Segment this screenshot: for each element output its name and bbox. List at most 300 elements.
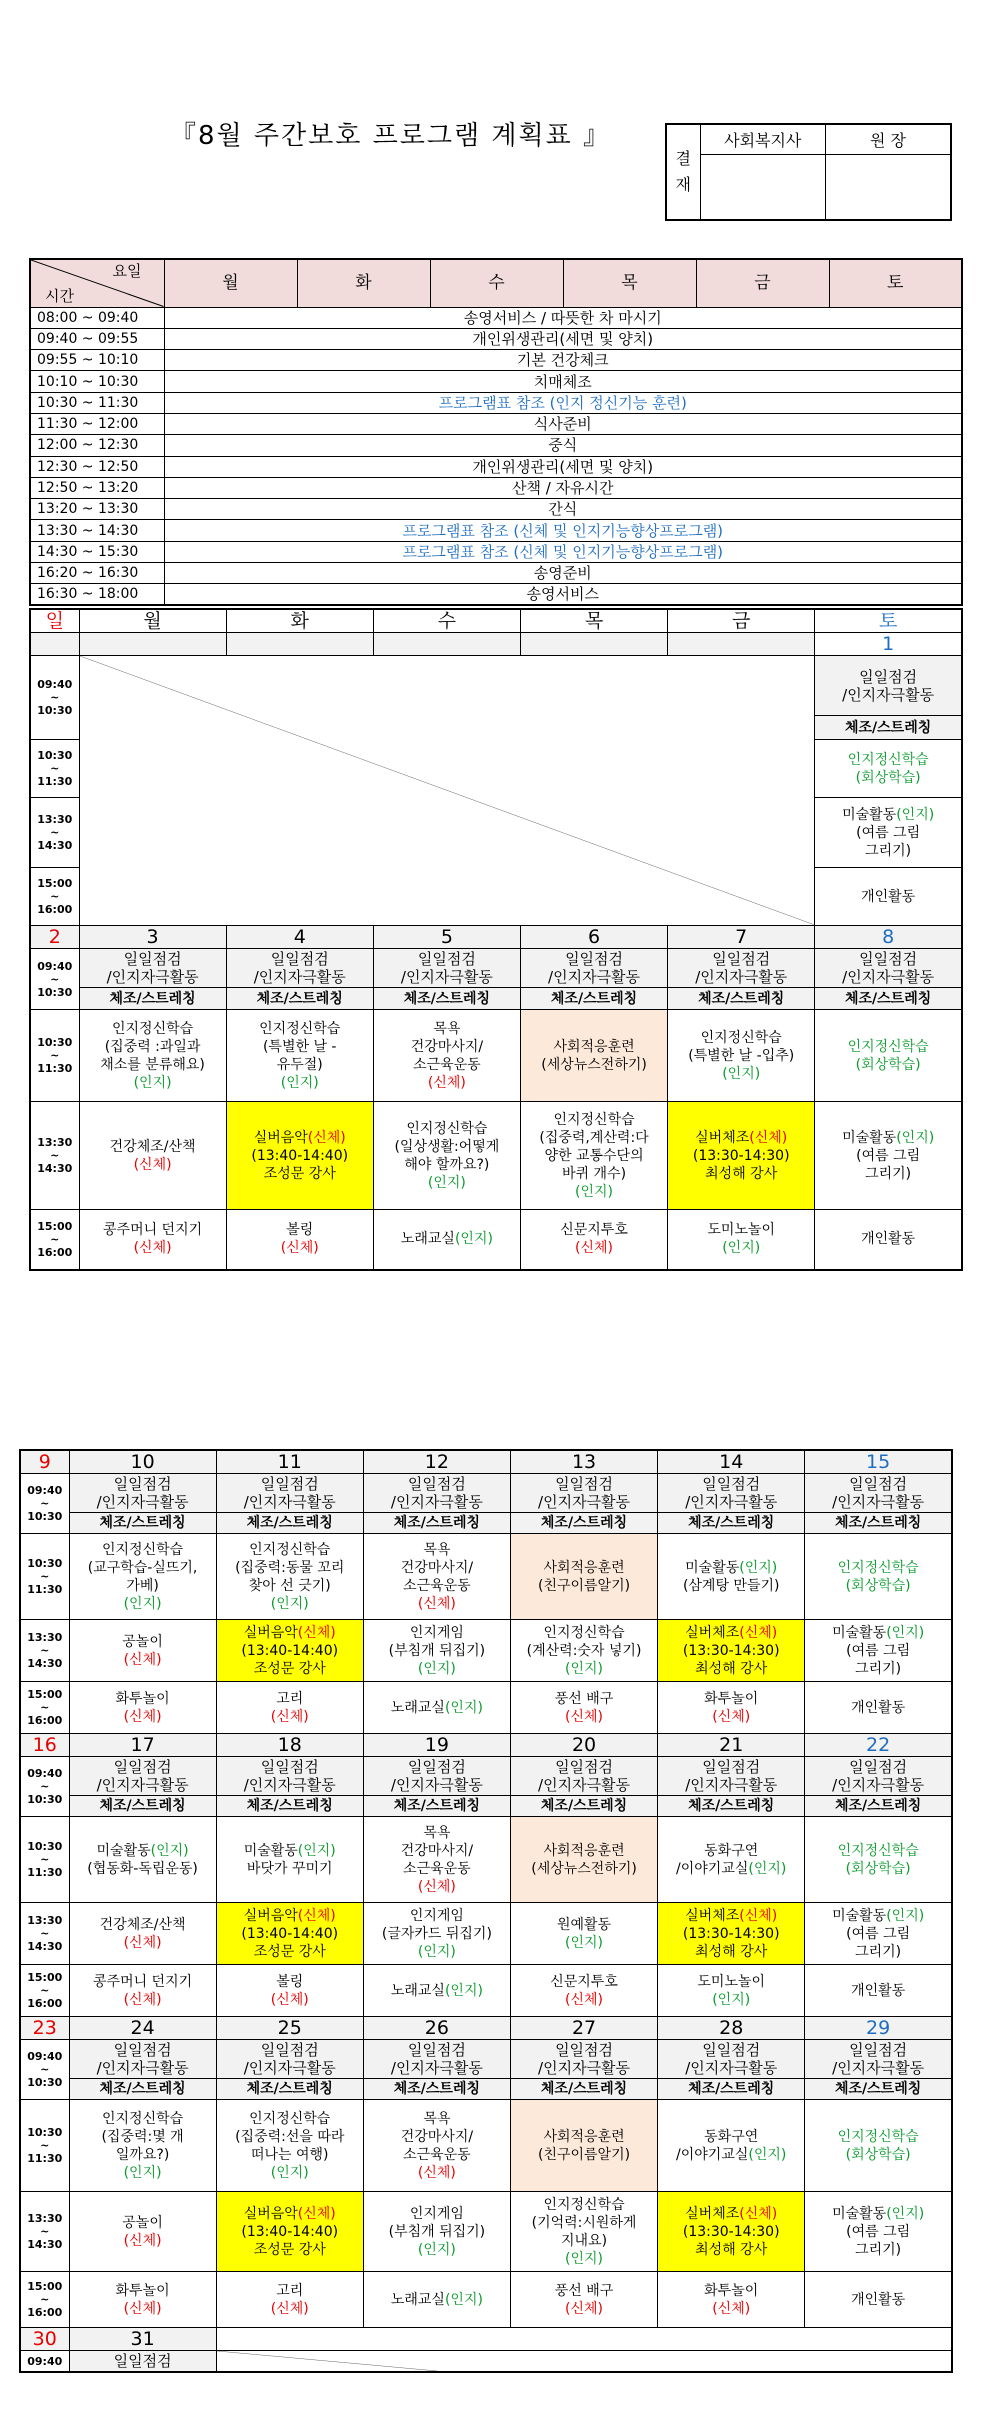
time-slot-label: 10:30 ~ 11:30	[20, 2100, 69, 2192]
activity-cell	[815, 868, 962, 926]
activity-line: 개인활동	[861, 888, 916, 905]
activity-line: 바퀴 개수)	[562, 1165, 627, 1182]
activity-line: (친구이름알기)	[538, 1577, 631, 1594]
activity-cell	[815, 1010, 962, 1102]
stretching-cell: 체조/스트레칭	[363, 1796, 510, 1817]
activity-line: 인지정신학습	[543, 2196, 625, 2213]
activity-cell	[216, 1903, 363, 1965]
activity-line: 유두절)	[276, 1056, 323, 1073]
activity-line: 그리기)	[855, 1660, 902, 1677]
activity-line: 신문지투호	[550, 1973, 618, 1990]
activity-line: (글자카드 뒤집기)	[381, 1925, 492, 1942]
calendar-part1	[29, 608, 963, 1271]
activity-line: (신체)	[123, 1991, 162, 2008]
activity-line: 미술활동(인지)	[842, 1129, 935, 1146]
activity-line: (13:40-14:40)	[241, 2223, 339, 2240]
day-number: 8	[815, 926, 962, 949]
activity-line: 노래교실(인지)	[390, 1699, 483, 1716]
activity-line: 고리	[276, 2282, 304, 2299]
daily-check-cell: 일일점검 /인지자극활동	[510, 1474, 657, 1513]
daily-check-cell: 일일점검 /인지자극활동	[510, 2040, 657, 2079]
activity-line: 화투놀이	[115, 2282, 170, 2299]
activity-line: (특별한 날 -	[262, 1038, 337, 1055]
activity-line: (집중력:동물 꼬리	[235, 1559, 345, 1576]
activity-line: (13:30-14:30)	[682, 1925, 780, 1942]
activity-line: 건강마사지/	[400, 2128, 474, 2145]
activity-cell	[815, 740, 962, 798]
activity-line: 미술활동(인지)	[832, 1624, 925, 1641]
schedule-row	[30, 456, 962, 477]
day-number: 15	[805, 1450, 952, 1474]
activity-line: 고리	[276, 1690, 304, 1707]
activity-line: (신체)	[270, 1708, 309, 1725]
time-slot-label: 13:30 ~ 14:30	[30, 1102, 79, 1210]
day-header-thu: 목	[563, 259, 696, 307]
schedule-row	[30, 371, 962, 392]
daily-check-cell: 일일점검 /인지자극활동	[216, 1757, 363, 1796]
activity-line: (신체)	[133, 1240, 172, 1257]
schedule-time: 16:30 ~ 18:00	[30, 584, 164, 605]
activity-line: (인지)	[575, 1183, 614, 1200]
page-title: 『8월 주간보호 프로그램 계획표 』	[170, 121, 611, 151]
weekday-header: 목	[520, 609, 667, 633]
activity-line: 공놀이	[122, 2214, 163, 2231]
day-number: 1	[815, 633, 962, 656]
day-number: 17	[69, 1734, 216, 1757]
daily-check-cell: 일일점검 /인지자극활동	[363, 1757, 510, 1796]
day-number: 24	[69, 2017, 216, 2040]
activity-line: 인지정신학습	[543, 1624, 625, 1641]
time-slot-label: 09:40 ~ 10:30	[20, 1474, 69, 1534]
activity-cell	[805, 1620, 952, 1682]
activity-line: 사회적응훈련	[553, 1038, 635, 1055]
empty-week-cell	[216, 2328, 952, 2351]
day-number: 5	[373, 926, 520, 949]
activity-line: (일상생활:어떻게	[394, 1138, 500, 1155]
activity-line: 목욕	[433, 1020, 461, 1037]
stretching-cell: 체조/스트레칭	[373, 988, 520, 1010]
activity-line: 콩주머니 던지기	[103, 1222, 203, 1239]
activity-line: 조성문 강사	[263, 1165, 336, 1182]
weekday-header: 화	[226, 609, 373, 633]
schedule-time: 13:20 ~ 13:30	[30, 499, 164, 520]
activity-cell	[815, 1102, 962, 1210]
activity-line: (부침개 뒤집기)	[388, 1642, 486, 1659]
activity-cell	[69, 1965, 216, 2017]
daily-check-cell: 일일점검 /인지자극활동	[805, 1474, 952, 1513]
stretching-cell: 체조/스트레칭	[510, 2079, 657, 2100]
activity-cell	[216, 1965, 363, 2017]
activity-cell	[363, 1682, 510, 1734]
activity-line: 볼링	[276, 1973, 304, 1990]
activity-line: 지내요)	[561, 2232, 608, 2249]
activity-line: 인지정신학습	[700, 1029, 782, 1046]
day-number: 4	[226, 926, 373, 949]
activity-line: 그리기)	[855, 2241, 902, 2258]
activity-line: 미술활동(인지)	[685, 1559, 778, 1576]
activity-cell	[658, 2100, 805, 2192]
calendar-part2	[19, 1449, 953, 2373]
stretching-cell: 체조/스트레칭	[69, 1513, 216, 1534]
activity-line: 사회적응훈련	[543, 2128, 625, 2145]
day-number: 16	[20, 1734, 69, 1757]
activity-cell	[668, 1102, 815, 1210]
daily-check-cell: 일일점검 /인지자극활동	[658, 2040, 805, 2079]
activity-line: 공놀이	[122, 1633, 163, 1650]
activity-line: (세상뉴스전하기)	[541, 1056, 647, 1073]
activity-line: (신체)	[427, 1074, 466, 1091]
empty-week-cell	[79, 656, 815, 926]
activity-line: (회상학습)	[845, 1577, 911, 1594]
activity-cell	[510, 1682, 657, 1734]
activity-line: 인지정신학습	[837, 1559, 919, 1576]
activity-line: (집중력 :과일과	[104, 1038, 201, 1055]
activity-cell	[69, 2100, 216, 2192]
activity-line: (신체)	[417, 2164, 456, 2181]
activity-cell	[216, 2192, 363, 2272]
activity-line: 화투놀이	[704, 1690, 759, 1707]
activity-line: (인지)	[417, 1943, 456, 1960]
activity-line: 조성문 강사	[253, 1943, 326, 1960]
activity-cell	[805, 1903, 952, 1965]
activity-line: 목욕	[423, 1824, 451, 1841]
activity-line: 신문지투호	[560, 1222, 628, 1239]
activity-line: 인지게임	[409, 1624, 464, 1641]
approval-box	[665, 123, 952, 221]
activity-line: 화투놀이	[115, 1690, 170, 1707]
schedule-time: 16:20 ~ 16:30	[30, 563, 164, 584]
daily-check-cell: 일일점검 /인지자극활동	[363, 1474, 510, 1513]
activity-cell	[658, 1817, 805, 1903]
activity-line: (13:30-14:30)	[692, 1147, 790, 1164]
activity-line: (인지)	[270, 2164, 309, 2181]
day-number: 11	[216, 1450, 363, 1474]
day-number: 26	[363, 2017, 510, 2040]
daily-check-cell: 일일점검 /인지자극활동	[815, 949, 962, 988]
activity-line: (신체)	[123, 1934, 162, 1951]
activity-line: (집중력,계산력:다	[539, 1129, 649, 1146]
activity-line: (신체)	[565, 1708, 604, 1725]
activity-line: 인지정신학습	[102, 2110, 184, 2127]
stretching-cell: 체조/스트레칭	[216, 2079, 363, 2100]
activity-line: 화투놀이	[704, 2282, 759, 2299]
activity-cell	[520, 1102, 667, 1210]
activity-cell	[216, 2100, 363, 2192]
day-number: 2	[30, 926, 79, 949]
daily-check-cell: 일일점검 /인지자극활동	[805, 2040, 952, 2079]
activity-line: 도미노놀이	[697, 1973, 766, 1990]
activity-line: 일까요?)	[115, 2146, 170, 2163]
activity-cell	[510, 1817, 657, 1903]
schedule-time: 11:30 ~ 12:00	[30, 413, 164, 434]
activity-line: (인지)	[417, 2241, 456, 2258]
schedule-row	[30, 520, 962, 541]
activity-line: 소근육운동	[403, 2146, 471, 2163]
schedule-time: 12:00 ~ 12:30	[30, 435, 164, 456]
activity-line: (신체)	[417, 1595, 456, 1612]
activity-line: 건강체조/산책	[109, 1138, 196, 1155]
activity-line: 인지정신학습	[837, 2128, 919, 2145]
activity-line: (인지)	[722, 1065, 761, 1082]
activity-line: 가베)	[126, 1577, 159, 1594]
schedule-activity: 송영서비스 / 따뜻한 차 마시기	[164, 307, 962, 328]
day-number: 13	[510, 1450, 657, 1474]
activity-line: (협동화-독립운동)	[87, 1860, 198, 1877]
time-slot-label: 15:00 ~ 16:00	[30, 1210, 79, 1270]
activity-cell	[510, 2192, 657, 2272]
activity-line: 풍선 배구	[554, 1690, 614, 1707]
daily-check-cell: 일일점검 /인지자극활동	[815, 656, 962, 716]
schedule-activity: 프로그램표 참조 (신체 및 인지기능향상프로그램)	[164, 520, 962, 541]
day-number: 28	[658, 2017, 805, 2040]
activity-line: 개인활동	[851, 1699, 906, 1716]
schedule-row	[30, 584, 962, 605]
empty-day	[226, 633, 373, 656]
activity-line: (여름 그림	[856, 824, 921, 841]
activity-line: 건강마사지/	[410, 1038, 484, 1055]
activity-line: (신체)	[712, 1708, 751, 1725]
time-slot-label: 10:30 ~ 11:30	[20, 1534, 69, 1620]
day-number: 22	[805, 1734, 952, 1757]
activity-cell	[69, 1817, 216, 1903]
activity-line: (세상뉴스전하기)	[531, 1860, 637, 1877]
stretching-cell: 체조/스트레칭	[658, 1513, 805, 1534]
activity-cell	[658, 1682, 805, 1734]
day-number: 27	[510, 2017, 657, 2040]
time-slot-label: 10:30 ~ 11:30	[30, 740, 79, 798]
activity-cell	[226, 1010, 373, 1102]
activity-line: 미술활동(인지)	[96, 1842, 189, 1859]
activity-line: (13:40-14:40)	[251, 1147, 349, 1164]
activity-cell	[510, 1965, 657, 2017]
day-header-fri: 금	[696, 259, 829, 307]
activity-line: (교구학습-실뜨기,	[87, 1559, 198, 1576]
activity-line: 실버음악(신체)	[253, 1129, 346, 1146]
time-slot-label: 09:40	[20, 2351, 69, 2373]
empty-day	[373, 633, 520, 656]
approval-sign-social-worker	[700, 154, 826, 220]
activity-line: 최성해 강사	[695, 1943, 768, 1960]
daily-check-cell: 일일점검 /인지자극활동	[216, 1474, 363, 1513]
activity-line: 동화구연	[704, 1842, 759, 1859]
activity-line: 건강마사지/	[400, 1559, 474, 1576]
day-number: 12	[363, 1450, 510, 1474]
stretching-cell: 체조/스트레칭	[69, 1796, 216, 1817]
daily-schedule-table	[29, 258, 963, 606]
activity-line: (삼계탕 만들기)	[682, 1577, 780, 1594]
stretching-cell: 체조/스트레칭	[226, 988, 373, 1010]
activity-line: (여름 그림	[856, 1147, 921, 1164]
time-slot-label: 09:40 ~ 10:30	[30, 949, 79, 1010]
schedule-time: 13:30 ~ 14:30	[30, 520, 164, 541]
activity-line: (여름 그림	[846, 1642, 911, 1659]
stretching-cell: 체조/스트레칭	[805, 2079, 952, 2100]
activity-line: /이야기교실(인지)	[676, 1860, 787, 1877]
activity-cell	[510, 1620, 657, 1682]
time-slot-label: 13:30 ~ 14:30	[20, 1620, 69, 1682]
activity-line: (신체)	[575, 1240, 614, 1257]
time-slot-label: 10:30 ~ 11:30	[20, 1817, 69, 1903]
activity-line: 미술활동(인지)	[243, 1842, 336, 1859]
day-header-mon: 월	[164, 259, 297, 307]
activity-cell	[363, 1965, 510, 2017]
activity-line: 인지정신학습	[259, 1020, 341, 1037]
activity-line: 소근육운동	[403, 1577, 471, 1594]
activity-cell	[216, 1817, 363, 1903]
stretching-cell: 체조/스트레칭	[805, 1513, 952, 1534]
time-slot-label: 15:00 ~ 16:00	[20, 2272, 69, 2328]
schedule-activity: 개인위생관리(세면 및 양치)	[164, 328, 962, 349]
activity-cell	[805, 1682, 952, 1734]
activity-cell	[805, 1534, 952, 1620]
activity-line: 바닷가 꾸미기	[246, 1860, 333, 1877]
schedule-activity: 산책 / 자유시간	[164, 477, 962, 498]
activity-cell	[658, 1534, 805, 1620]
activity-cell	[805, 2192, 952, 2272]
activity-line: 실버음악(신체)	[243, 2205, 336, 2222]
stretching-cell: 체조/스트레칭	[658, 1796, 805, 1817]
daily-check-cell: 일일점검 /인지자극활동	[69, 2040, 216, 2079]
activity-cell	[363, 1620, 510, 1682]
activity-line: 건강체조/산책	[99, 1916, 186, 1933]
activity-cell	[79, 1210, 226, 1270]
schedule-activity: 치매체조	[164, 371, 962, 392]
time-slot-label: 15:00 ~ 16:00	[30, 868, 79, 926]
activity-line: (인지)	[123, 1595, 162, 1612]
activity-line: (인지)	[133, 1074, 172, 1091]
schedule-row	[30, 350, 962, 371]
activity-cell	[216, 2272, 363, 2328]
stretching-cell: 체조/스트레칭	[216, 1796, 363, 1817]
schedule-activity: 송영서비스	[164, 584, 962, 605]
activity-cell	[363, 1817, 510, 1903]
stretching-cell: 체조/스트레칭	[363, 1513, 510, 1534]
day-number: 9	[20, 1450, 69, 1474]
activity-line: (집중력:선을 따라	[235, 2128, 345, 2145]
activity-line: (13:40-14:40)	[241, 1925, 339, 1942]
activity-line: 사회적응훈련	[543, 1559, 625, 1576]
daily-check-cell: 일일점검 /인지자극활동	[69, 1474, 216, 1513]
activity-line: (인지)	[417, 1660, 456, 1677]
activity-cell	[373, 1210, 520, 1270]
stretching-cell: 체조/스트레칭	[69, 2079, 216, 2100]
time-slot-label: 13:30 ~ 14:30	[20, 1903, 69, 1965]
time-slot-label: 15:00 ~ 16:00	[20, 1682, 69, 1734]
activity-line: 인지정신학습	[847, 751, 929, 768]
stretching-cell: 체조/스트레칭	[815, 988, 962, 1010]
schedule-activity: 중식	[164, 435, 962, 456]
activity-line: (신체)	[123, 2232, 162, 2249]
activity-line: 실버음악(신체)	[243, 1624, 336, 1641]
schedule-activity: 간식	[164, 499, 962, 520]
activity-cell	[510, 1534, 657, 1620]
activity-line: (부침개 뒤집기)	[388, 2223, 486, 2240]
activity-line: (인지)	[722, 1240, 761, 1257]
activity-line: 인지정신학습	[249, 2110, 331, 2127]
activity-cell	[658, 1965, 805, 2017]
activity-line: 미술활동(인지)	[832, 1907, 925, 1924]
activity-cell	[658, 1903, 805, 1965]
activity-line: 해야 할까요?)	[404, 1156, 490, 1173]
schedule-row	[30, 541, 962, 562]
day-number: 21	[658, 1734, 805, 1757]
activity-line: 콩주머니 던지기	[93, 1973, 193, 1990]
weekday-header: 금	[668, 609, 815, 633]
activity-cell	[226, 1102, 373, 1210]
time-slot-label: 13:30 ~ 14:30	[20, 2192, 69, 2272]
activity-line: 미술활동(인지)	[842, 806, 935, 823]
empty-day	[30, 633, 79, 656]
schedule-activity: 기본 건강체크	[164, 350, 962, 371]
day-header-tue: 화	[297, 259, 430, 307]
activity-line: (인지)	[565, 1934, 604, 1951]
activity-line: (집중력:몇 개	[101, 2128, 184, 2145]
activity-line: (신체)	[123, 2300, 162, 2317]
activity-cell	[510, 1903, 657, 1965]
activity-line: (기억력:시원하게	[531, 2214, 637, 2231]
daily-check-cell: 일일점검 /인지자극활동	[79, 949, 226, 988]
activity-line: 그리기)	[865, 1165, 912, 1182]
day-number: 10	[69, 1450, 216, 1474]
activity-cell	[363, 2192, 510, 2272]
activity-line: 개인활동	[861, 1231, 916, 1248]
activity-cell	[69, 1682, 216, 1734]
schedule-row	[30, 413, 962, 434]
schedule-activity: 식사준비	[164, 413, 962, 434]
activity-line: (인지)	[123, 2164, 162, 2181]
day-number: 31	[69, 2328, 216, 2351]
activity-line: (인지)	[270, 1595, 309, 1612]
schedule-time: 12:50 ~ 13:20	[30, 477, 164, 498]
activity-line: (신체)	[565, 2300, 604, 2317]
activity-line: 목욕	[423, 1541, 451, 1558]
daily-check-cell: 일일점검 /인지자극활동	[520, 949, 667, 988]
activity-line: (신체)	[123, 1708, 162, 1725]
stretching-cell: 체조/스트레칭	[79, 988, 226, 1010]
activity-line: 원예활동	[556, 1916, 612, 1933]
activity-line: 실버체조(신체)	[685, 1624, 778, 1641]
activity-cell	[363, 2100, 510, 2192]
activity-cell	[510, 2272, 657, 2328]
weekday-header: 토	[815, 609, 962, 633]
activity-line: 노래교실(인지)	[390, 2291, 483, 2308]
activity-cell	[373, 1010, 520, 1102]
activity-cell	[668, 1010, 815, 1102]
schedule-time: 08:00 ~ 09:40	[30, 307, 164, 328]
schedule-activity: 송영준비	[164, 563, 962, 584]
stretching-cell: 체조/스트레칭	[520, 988, 667, 1010]
schedule-time: 10:30 ~ 11:30	[30, 392, 164, 413]
daily-check-cell: 일일점검 /인지자극활동	[668, 949, 815, 988]
activity-cell	[69, 2272, 216, 2328]
day-number: 25	[216, 2017, 363, 2040]
schedule-time: 09:40 ~ 09:55	[30, 328, 164, 349]
approval-col-director: 원 장	[826, 124, 952, 154]
activity-line: (인지)	[712, 1991, 751, 2008]
activity-line: (신체)	[417, 1878, 456, 1895]
activity-cell	[658, 2192, 805, 2272]
activity-cell	[79, 1010, 226, 1102]
daily-check-cell: 일일점검 /인지자극활동	[805, 1757, 952, 1796]
activity-line: (회상학습)	[855, 1056, 921, 1073]
activity-line: 인지정신학습	[249, 1541, 331, 1558]
activity-line: 풍선 배구	[554, 2282, 614, 2299]
schedule-time: 09:55 ~ 10:10	[30, 350, 164, 371]
activity-cell	[815, 1210, 962, 1270]
activity-line: (신체)	[565, 1991, 604, 2008]
activity-cell	[69, 1903, 216, 1965]
day-number: 7	[668, 926, 815, 949]
